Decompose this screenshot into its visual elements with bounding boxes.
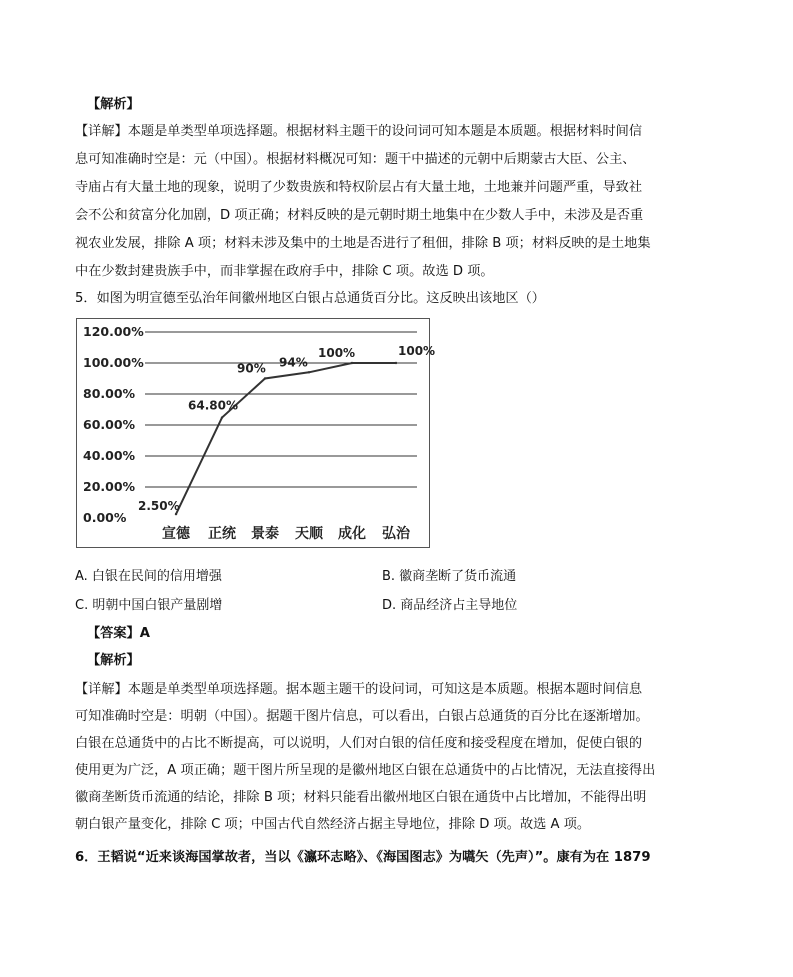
y-tick-label: 40.00% xyxy=(83,448,136,463)
q5-line-2: 可知准确时空是：明朝（中国）。据题干图片信息，可以看出，白银占总通货的百分比在逐渐增加。 xyxy=(75,709,649,724)
y-tick-label: 120.00% xyxy=(83,324,144,339)
q5-line-1: 【详解】本题是单类型单项选择题。据本题主题干的设问词，可知这是本质题。根据本题时间信息 xyxy=(75,682,643,697)
data-label: 90% xyxy=(237,361,266,376)
data-label: 100% xyxy=(398,344,436,358)
x-tick-label: 天顺 xyxy=(295,526,323,542)
q5-question: 5．如图为明宣德至弘治年间徽州地区白银占总通货百分比。这反映出该地区（） xyxy=(75,291,545,306)
data-point xyxy=(221,416,223,418)
q6-question: 6．王韬说“近来谈海国掌故者，当以《瀛环志略》、《海国图志》为嚆矢（先声）”。康有为在 1879 xyxy=(75,850,651,865)
option-b: B. 徽商垄断了货币流通 xyxy=(382,569,517,584)
x-tick-label: 弘治 xyxy=(382,526,410,542)
q5-line-3: 白银在总通货中的占比不断提高，可以说明，人们对白银的信任度和接受程度在增加，促使白银的 xyxy=(75,736,643,751)
q4-line-5: 视农业发展，排除 A 项；材料未涉及集中的土地是否进行了租佃，排除 B 项；材料反映的是土地集 xyxy=(75,236,651,251)
y-tick-label: 100.00% xyxy=(83,355,144,370)
q5-line-4: 使用更为广泛，A 项正确；题干图片所呈现的是徽州地区白银在总通货中的占比情况，无法直接得出 xyxy=(75,763,656,778)
x-tick-label: 宣德 xyxy=(162,526,190,542)
y-tick-label: 20.00% xyxy=(83,479,136,494)
y-tick-label: 0.00% xyxy=(83,510,127,525)
data-label: 2.50% xyxy=(138,499,180,514)
y-tick-label: 60.00% xyxy=(83,417,136,432)
x-tick-label: 景泰 xyxy=(251,526,279,542)
q4-line-1: 【详解】本题是单类型单项选择题。根据材料主题干的设问词可知本题是本质题。根据材料时间信 xyxy=(75,124,643,139)
silver-percentage-chart xyxy=(76,318,436,548)
q5-answer: 【答案】A xyxy=(87,626,150,641)
y-tick-label: 80.00% xyxy=(83,386,136,401)
data-point xyxy=(264,377,266,379)
q4-line-4: 会不公和贫富分化加剧，D 项正确；材料反映的是元朝时期土地集中在少数人手中，未涉及是否重 xyxy=(75,208,644,223)
data-point xyxy=(351,362,353,364)
data-label: 100% xyxy=(318,346,356,360)
chart-svg xyxy=(77,319,436,547)
data-point xyxy=(395,362,397,364)
x-tick-label: 成化 xyxy=(338,526,366,542)
x-tick-label: 正统 xyxy=(208,526,236,542)
data-label: 64.80% xyxy=(188,398,238,413)
q4-analysis-heading: 【解析】 xyxy=(87,97,140,112)
data-label: 94% xyxy=(279,355,308,370)
q5-analysis-heading: 【解析】 xyxy=(87,653,140,668)
q4-line-2: 息可知准确时空是：元（中国）。根据材料概况可知：题干中描述的元朝中后期蒙古大臣、公主、 xyxy=(75,152,636,167)
q5-line-5: 徽商垄断货币流通的结论，排除 B 项；材料只能看出徽州地区白银在通货中占比增加，不能得出明 xyxy=(75,790,647,805)
q5-line-6: 朝白银产量变化，排除 C 项；中国古代自然经济占据主导地位，排除 D 项。故选 A 项。 xyxy=(75,817,591,832)
option-c: C. 明朝中国白银产量剧增 xyxy=(75,598,223,613)
data-point xyxy=(308,371,310,373)
option-a: A. 白银在民间的信用增强 xyxy=(75,569,222,584)
data-point xyxy=(175,513,177,515)
series-line xyxy=(176,363,396,514)
q4-line-3: 寺庙占有大量土地的现象，说明了少数贵族和特权阶层占有大量土地，土地兼并问题严重，导致社 xyxy=(75,180,643,195)
q4-line-6: 中在少数封建贵族手中，而非掌握在政府手中，排除 C 项。故选 D 项。 xyxy=(75,264,494,279)
option-d: D. 商品经济占主导地位 xyxy=(382,598,518,613)
